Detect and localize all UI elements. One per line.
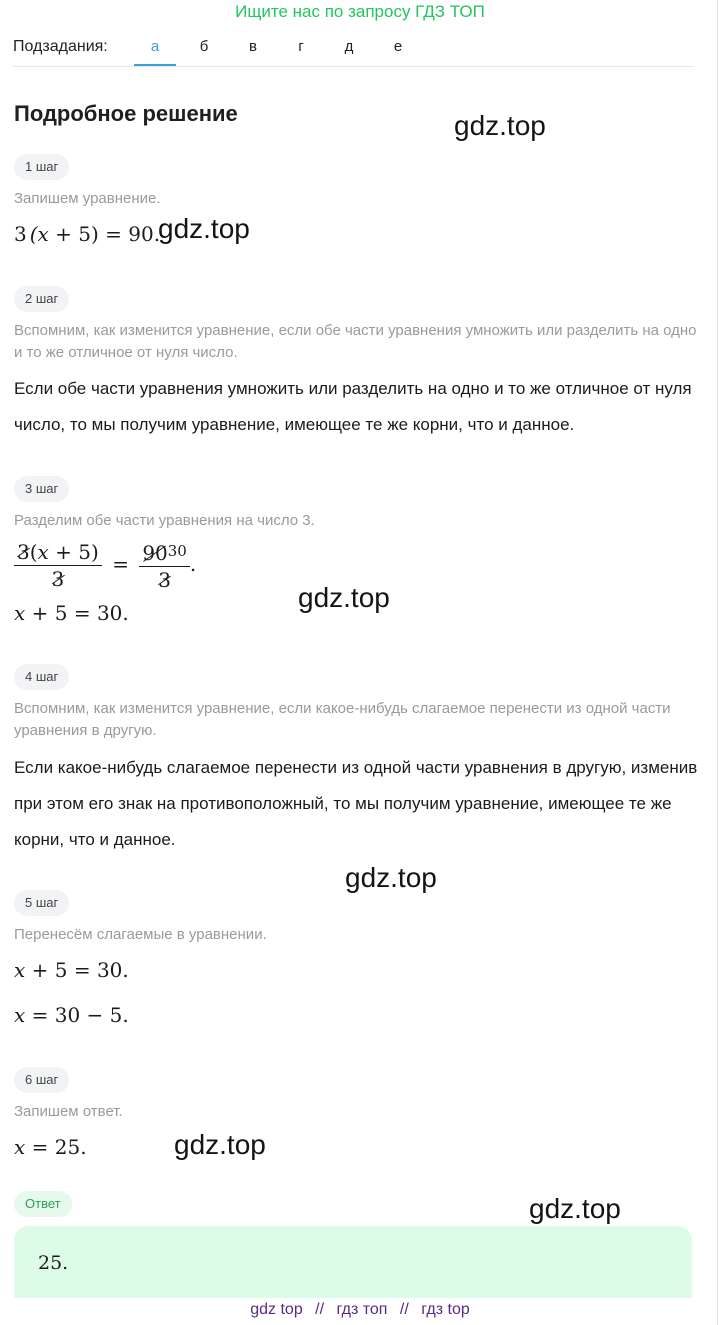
watermark: gdz.top [345, 862, 437, 893]
tab-a[interactable]: а [134, 36, 176, 66]
footer-links [0, 1298, 720, 1325]
step-2-note: Вспомним, как изменится уравнение, если обе части уравнения умножить или разделить на одно и то же отличное от нуля число. [14, 322, 697, 361]
step-1-note: Запишем уравнение. [14, 190, 161, 207]
step-6-result: x = 25. [14, 1135, 87, 1159]
subtasks-nav [13, 36, 694, 67]
page-edge-divider [717, 0, 718, 1325]
step-5-equation-1: x + 5 = 30. [14, 958, 129, 982]
watermark: gdz.top [174, 1129, 266, 1160]
watermark: gdz.top [298, 582, 390, 613]
step-3-result: x + 5 = 30. [14, 601, 129, 625]
search-hint-banner: Ищите нас по запросу ГДЗ ТОП [235, 2, 485, 21]
footer-separator: // [399, 1301, 409, 1318]
subtasks-label: Подзадания: [13, 38, 108, 55]
answer-box [14, 1226, 692, 1298]
step-2-rule: Если обе части уравнения умножить или разделить на одно и то же отличное от нуля число, то мы получим уравнение, имеющее те же корни, что и данное. [14, 379, 692, 434]
step-6-note: Запишем ответ. [14, 1103, 123, 1120]
tab-b[interactable]: б [199, 38, 209, 55]
page-title: Подробное решение [14, 101, 238, 126]
left-fraction: $\frac{3(x + 5)}{3}$ [14, 539, 102, 592]
step-5-note: Перенесём слагаемые в уравнении. [14, 926, 267, 943]
tab-d[interactable]: д [344, 38, 354, 55]
tab-v[interactable]: в [249, 38, 257, 55]
footer-link-gdz-top-ru[interactable]: гдз топ [336, 1301, 388, 1318]
answer-value: 25. [38, 1252, 69, 1274]
watermark: gdz.top [158, 213, 250, 244]
tab-e[interactable]: е [393, 38, 403, 55]
watermark: gdz.top [529, 1193, 621, 1224]
footer-link-gdz-top-mixed[interactable]: гдз top [421, 1301, 470, 1318]
step-3-fraction-equation: $\frac{3(x + 5)}{3}$ = $\frac{90^{30}}{3}$ . [14, 538, 196, 593]
step-6-badge: 6 шаг [14, 1067, 69, 1093]
watermark: gdz.top [454, 110, 546, 141]
footer-separator: // [315, 1301, 325, 1318]
answer-badge: Ответ [14, 1191, 72, 1217]
right-fraction: $\frac{90^{30}}{3}$ [139, 538, 190, 593]
step-2-badge: 2 шаг [14, 286, 69, 312]
step-1-equation: 3 (x + 5) = 90. [14, 222, 161, 246]
tab-g[interactable]: г [298, 38, 304, 55]
step-4-note: Вспомним, как изменится уравнение, если какое-нибудь слагаемое перенести из одной части уравнения в другую. [14, 700, 671, 739]
step-5-badge: 5 шаг [14, 890, 69, 916]
footer-link-gdz-top[interactable]: gdz top [250, 1301, 303, 1318]
step-4-badge: 4 шаг [14, 664, 69, 690]
step-5-equation-2: x = 30 − 5. [14, 1003, 129, 1027]
step-3-badge: 3 шаг [14, 476, 69, 502]
step-4-rule: Если какое-нибудь слагаемое перенести из одной части уравнения в другую, изменив при этом его знак на противоположный, то мы получим уравнение, имеющее те же корни, что и данное. [14, 758, 698, 849]
step-3-note: Разделим обе части уравнения на число 3. [14, 512, 315, 529]
step-1-badge: 1 шаг [14, 154, 69, 180]
